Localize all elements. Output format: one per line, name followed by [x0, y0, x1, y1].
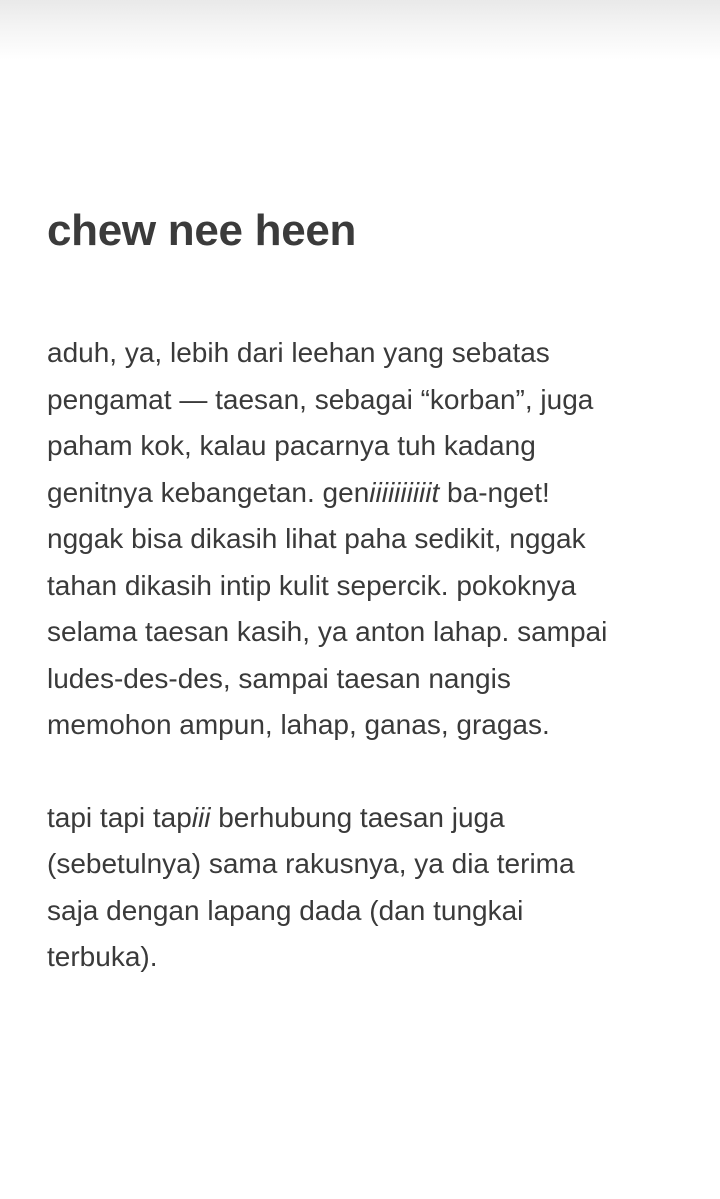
- top-fade-shadow: [0, 0, 720, 60]
- text-line: [47, 470, 687, 517]
- text-line: aduh, ya, lebih dari leehan yang sebatas: [47, 337, 550, 368]
- text-line: memohon ampun, lahap, ganas, gragas.: [47, 709, 550, 740]
- text-segment: berhubung taesan juga: [210, 801, 505, 833]
- text-line: [47, 795, 687, 842]
- text-segment: genitnya kebangetan. gen: [47, 476, 370, 508]
- text-line: (sebetulnya) sama rakusnya, ya dia terima: [47, 848, 575, 879]
- text-line: selama taesan kasih, ya anton lahap. sampai: [47, 616, 608, 647]
- text-segment: ba-nget!: [439, 476, 550, 508]
- paragraph-2: [47, 795, 687, 981]
- text-line: terbuka).: [47, 941, 158, 972]
- article-title: chew nee heen: [47, 206, 357, 255]
- italic-emphasis: iiiiiiiiiit: [369, 476, 440, 508]
- italic-emphasis: iii: [191, 801, 211, 833]
- text-line: ludes-des-des, sampai taesan nangis: [47, 662, 511, 694]
- article: [47, 200, 687, 981]
- text-line: pengamat — taesan, sebagai “korban”, juga: [47, 383, 594, 415]
- text-segment: tapi tapi tap: [47, 801, 192, 833]
- paragraph-1: [47, 330, 687, 749]
- text-line: tahan dikasih intip kulit sepercik. pokoknya: [47, 569, 577, 601]
- text-line: nggak bisa dikasih lihat paha sedikit, nggak: [47, 523, 586, 554]
- text-line: saja dengan lapang dada (dan tungkai: [47, 894, 524, 926]
- text-line: paham kok, kalau pacarnya tuh kadang: [47, 430, 536, 461]
